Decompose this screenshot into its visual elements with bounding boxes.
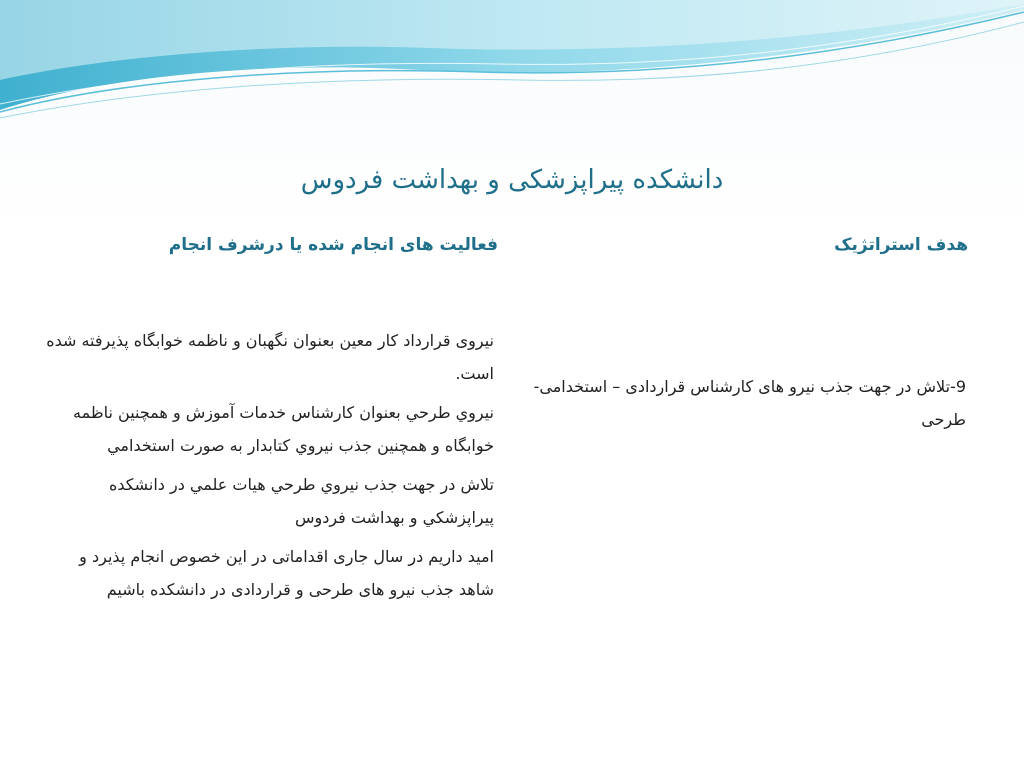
strategic-goal-text: 9-تلاش در جهت جذب نیرو های کارشناس قراردادی – استخدامی- طرحی — [533, 377, 966, 429]
activity-item: امید داریم در سال جاری اقداماتی در این خصوص انجام پذیرد و شاهد جذب نیرو های طرحی و قراردادی در دانشکده باشیم — [79, 547, 494, 599]
activity-item: تلاش در جهت جذب نيروي طرحي هيات علمي در دانشكده پيراپزشكي و بهداشت فردوس — [108, 475, 494, 527]
activity-item: نيروي طرحي بعنوان كارشناس خدمات آموزش و همچنین ناظمه خوابگاه و همچنين جذب نيروي كتابدار به صورت استخدامي — [73, 403, 494, 455]
header-wave-decoration — [0, 0, 1024, 130]
activity-item: نیروی قرارداد کار معین بعنوان نگهبان و ناظمه خوابگاه پذیرفته شده است. — [46, 331, 494, 383]
activities-list — [44, 324, 494, 612]
activities-column-header: فعالیت های انجام شده یا درشرف انجام — [168, 235, 498, 255]
goal-column-header: هدف استراتژیک — [834, 235, 968, 255]
slide-title: دانشکده پیراپزشکی و بهداشت فردوس — [300, 165, 724, 195]
